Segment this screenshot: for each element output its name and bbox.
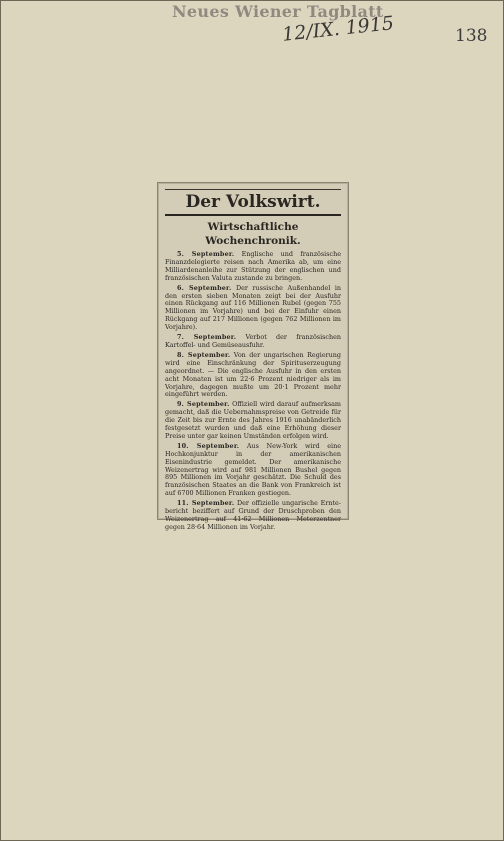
entry-text: Verbot der französischen Kartoffel- und Gemüseausfuhr. [165,333,341,349]
entry-sept-10 [165,443,341,498]
entry-text: Aus New-York wird eine Hochkonjunktur in der amerikanischen Eisenindustrie gemeldet. Der amerikanische Weizenertrag wird auf 981 Millionen Bushel gegen 895 Millionen im Vorjahr geschätzt. Die Schuld des französischen Staates an die Bank von Frankreich ist auf 6700 Millionen Franken gestiegen. [165,441,341,498]
page-number: 138 [455,26,488,46]
entry-text: Der offizielle ungarische Erntebericht beziffert auf Grund der Druschproben den Weizenertrag auf 41·62 Millionen Meterzentner gegen 28·64 Millionen im Vorjahr. [165,499,341,531]
entry-date: 5. September. [177,250,235,258]
entry-date: 6. September. [177,283,232,292]
entry-sept-5 [165,251,341,283]
entry-text: Offiziell wird darauf aufmerksam gemacht, daß die Uebernahmspreise von Getreide für die Zeit bis zur Ernte des Jahres 1916 unabänderlich festgesetzt wurden und daß eine Erhöhung dieser Preise unter gar keinen Umständen erfolgen wird. [165,400,341,440]
newspaper-clipping [157,182,349,531]
entry-sept-8 [165,352,341,399]
clipping-title: Der Volkswirt. [185,192,321,212]
entry-date: 7. September. [177,333,237,342]
clipping-column [165,189,341,534]
newspaper-name: Neues Wiener Tagblatt [172,2,384,21]
clipping-subtitle: Wirtschaftliche Wochenchronik. [205,221,301,247]
entry-sept-7 [165,334,341,350]
entry-date: 8. September. [177,350,231,359]
entry-text: Von der ungarischen Regierung wird eine Einschränkung der Spirituserzeugung angeordnet. — Die englische Ausfuhr in den ersten acht Monaten ist um 22·6 Prozent niedriger als im Vorjahre, dagegen mußte um 20·1 Prozent mehr eingeführt werden. [165,350,341,399]
entry-sept-9 [165,401,341,441]
title-rule [165,214,341,216]
entry-sept-6 [165,285,341,332]
entry-sept-11 [165,500,341,532]
entry-date: 9. September. [177,400,230,409]
entry-date: 10. September. [177,441,240,450]
top-rule [165,189,341,190]
entry-date: 11. September. [177,499,235,508]
handwritten-date: 12/IX. 1915 [281,12,395,46]
entry-text: Englische und französische Finanzdelegierte reisen nach Amerika ab, um eine Milliardenanleihe zur Stützung der englischen und französischen Valuta zustande zu bringen. [165,250,341,282]
entry-text: Der russische Außenhandel in den ersten sieben Monaten zeigt bei der Ausfuhr einen Rückgang auf 116 Millionen Rubel (gegen 755 Millionen im Vorjahre) und bei der Einfuhr einen Rückgang auf 217 Millionen (gegen 762 Millionen im Vorjahre). [165,283,341,332]
